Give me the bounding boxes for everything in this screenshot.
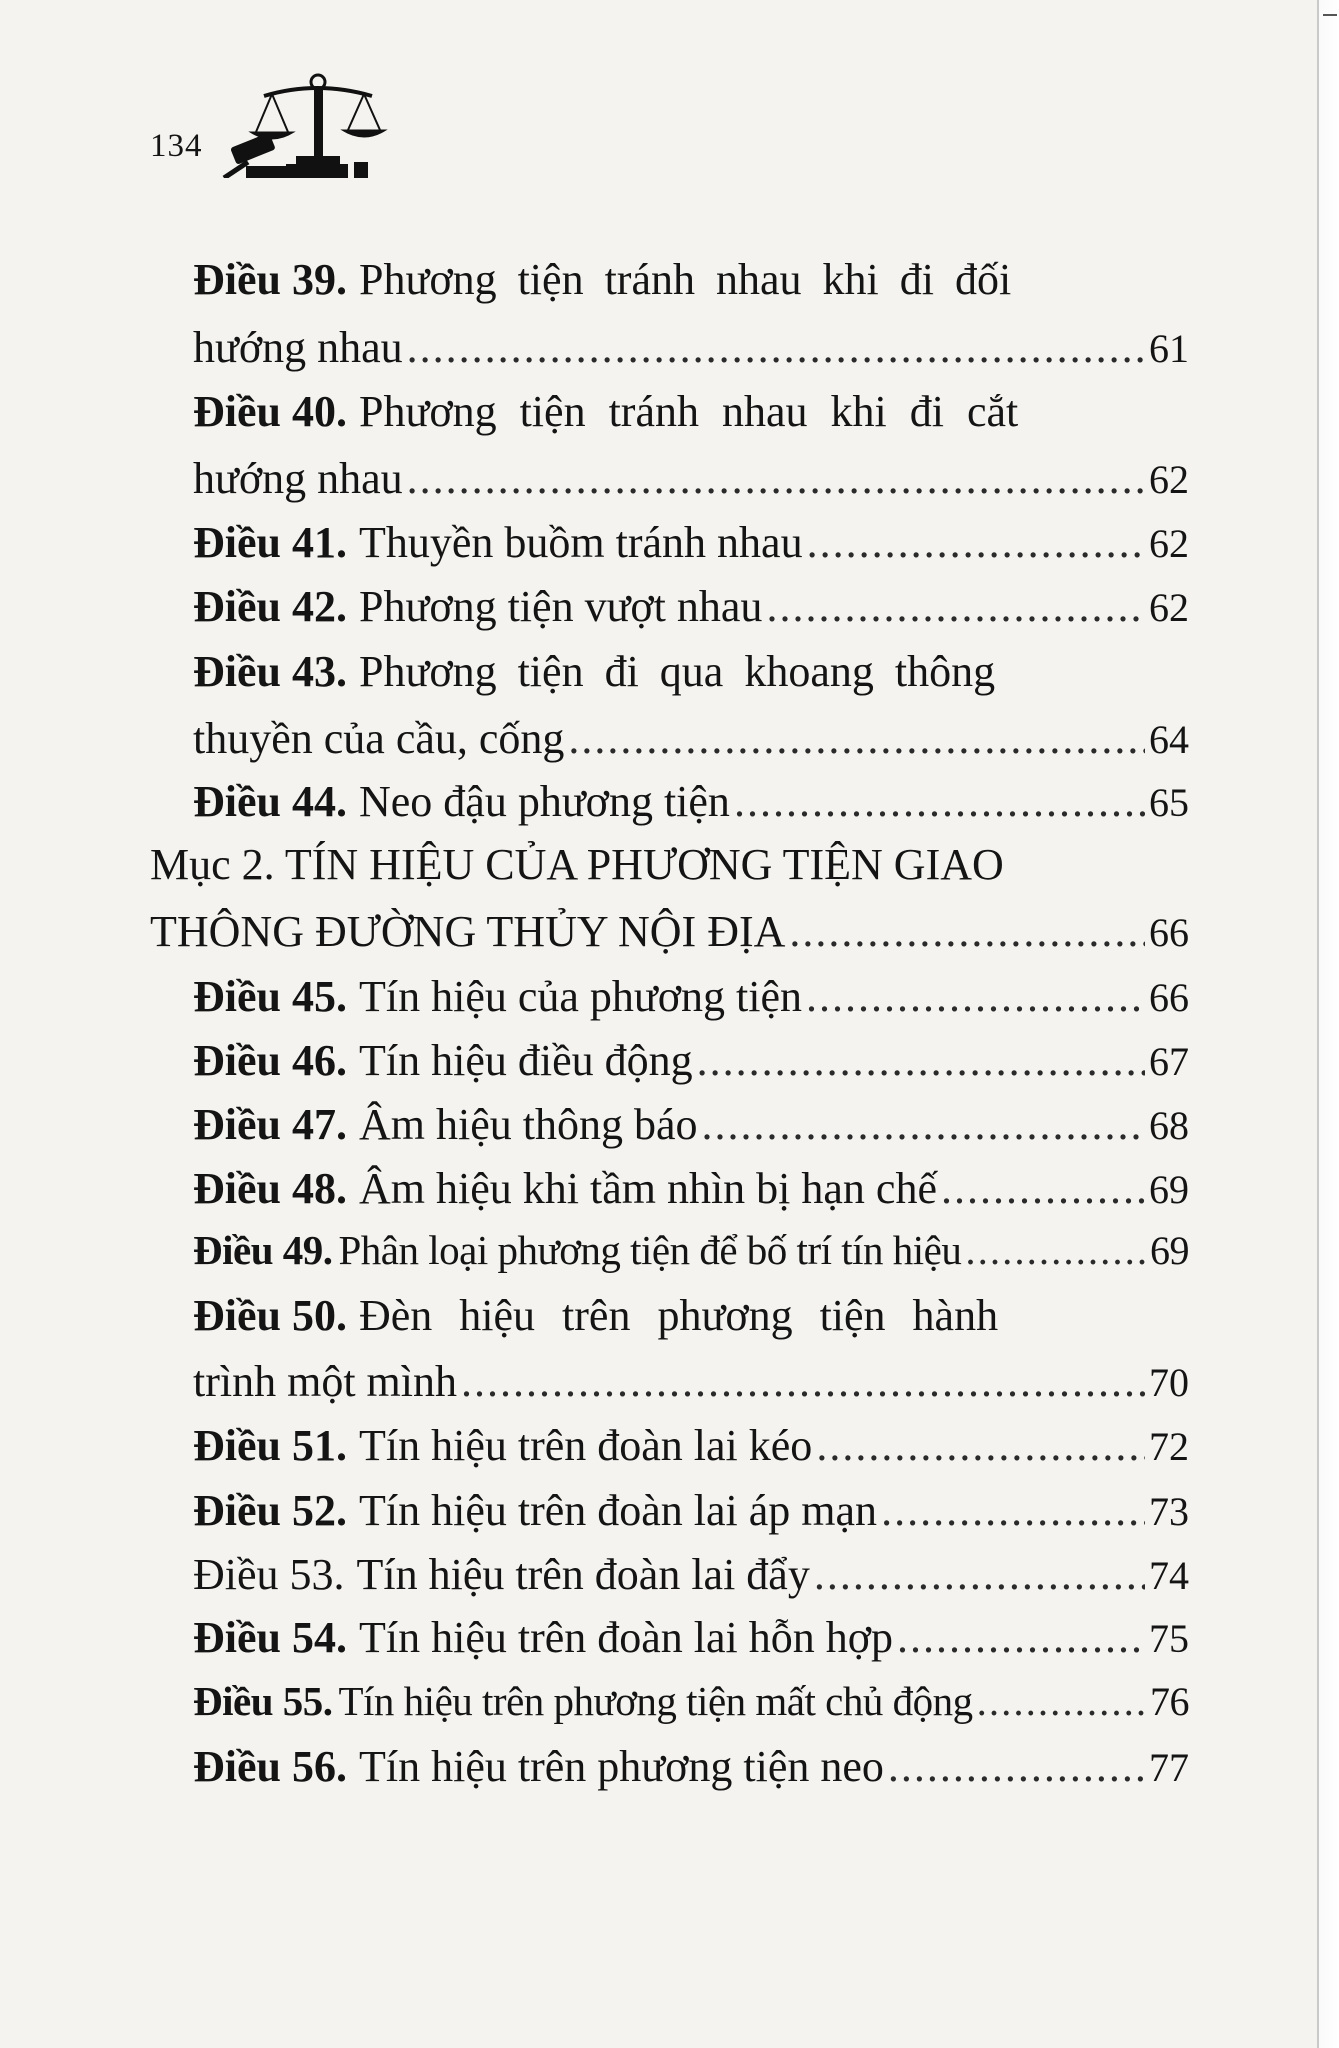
toc-title: Tín hiệu trên phương tiện neo bbox=[359, 1742, 884, 1791]
toc-page: 61 bbox=[1149, 326, 1189, 371]
toc-page: 76 bbox=[1150, 1679, 1189, 1724]
toc-label: Điều 55. bbox=[193, 1678, 333, 1724]
toc-entry-48 bbox=[193, 1164, 1189, 1213]
toc-entry-52 bbox=[193, 1486, 1189, 1535]
toc-section-line1 bbox=[150, 840, 1090, 889]
toc-label: Điều 44. bbox=[193, 777, 347, 826]
dot-leader bbox=[702, 1103, 1145, 1147]
toc-title: Tín hiệu trên đoàn lai đẩy bbox=[356, 1550, 810, 1599]
dot-leader bbox=[897, 1616, 1145, 1660]
toc-entry-55 bbox=[193, 1678, 1189, 1724]
toc-entry-49 bbox=[193, 1227, 1189, 1273]
toc-title: Neo đậu phương tiện bbox=[359, 777, 730, 826]
toc-entry-41 bbox=[193, 518, 1189, 567]
toc-entry-40-line1 bbox=[193, 387, 1113, 436]
toc-page: 66 bbox=[1149, 975, 1189, 1020]
toc-entry-44 bbox=[193, 777, 1189, 826]
toc-title: Âm hiệu thông báo bbox=[359, 1100, 698, 1149]
toc-page: 62 bbox=[1149, 521, 1189, 566]
toc-entry-43-line1 bbox=[193, 647, 1113, 696]
toc-section-title: Mục 2. TÍN HIỆU CỦA PHƯƠNG TIỆN GIAO bbox=[150, 840, 1004, 889]
dot-leader bbox=[461, 1360, 1145, 1404]
edge-mark bbox=[1323, 14, 1337, 16]
toc-entry-40-line2 bbox=[193, 454, 1189, 503]
toc-label: Điều 56. bbox=[193, 1742, 347, 1791]
toc-page: 64 bbox=[1149, 717, 1189, 762]
dot-leader bbox=[977, 1681, 1146, 1722]
toc-entry-50-line2 bbox=[193, 1357, 1189, 1406]
toc-entry-53 bbox=[193, 1550, 1189, 1599]
toc-title: Âm hiệu khi tầm nhìn bị hạn chế bbox=[359, 1164, 937, 1213]
dot-leader bbox=[806, 975, 1145, 1019]
toc-title: Tín hiệu trên đoàn lai áp mạn bbox=[359, 1486, 878, 1535]
dot-leader bbox=[881, 1489, 1145, 1533]
toc-section-title: THÔNG ĐƯỜNG THỦY NỘI ĐỊA bbox=[150, 907, 786, 956]
toc-entry-39-line1 bbox=[193, 255, 1113, 304]
toc-label: Điều 54. bbox=[193, 1613, 347, 1662]
toc-entry-45 bbox=[193, 972, 1189, 1021]
toc-label: Điều 48. bbox=[193, 1164, 347, 1213]
toc-title: Tín hiệu của phương tiện bbox=[359, 972, 803, 1021]
dot-leader bbox=[888, 1745, 1145, 1789]
toc-page: 73 bbox=[1149, 1489, 1189, 1534]
toc-title: Phương tiện vượt nhau bbox=[359, 582, 763, 631]
toc-label: Điều 45. bbox=[193, 972, 347, 1021]
toc-page: 69 bbox=[1150, 1228, 1189, 1273]
dot-leader bbox=[941, 1167, 1145, 1211]
toc-label: Điều 42. bbox=[193, 582, 347, 631]
toc-entry-51 bbox=[193, 1421, 1189, 1470]
scales-of-justice-and-gavel-icon bbox=[222, 66, 412, 178]
toc-entry-47 bbox=[193, 1100, 1189, 1149]
toc-title: Phương tiện tránh nhau khi đi đối bbox=[359, 255, 1012, 304]
dot-leader bbox=[766, 585, 1145, 629]
toc-page: 65 bbox=[1149, 780, 1189, 825]
toc-label: Điều 51. bbox=[193, 1421, 347, 1470]
toc-entry-39-line2 bbox=[193, 323, 1189, 372]
toc-page: 68 bbox=[1149, 1103, 1189, 1148]
toc-page: 70 bbox=[1149, 1360, 1189, 1405]
toc-page: 66 bbox=[1149, 910, 1189, 955]
toc-page: 67 bbox=[1149, 1039, 1189, 1084]
toc-section-line2 bbox=[150, 907, 1189, 956]
toc-entry-56 bbox=[193, 1742, 1189, 1791]
dot-leader bbox=[807, 521, 1145, 565]
toc-title: Tín hiệu trên đoàn lai kéo bbox=[359, 1421, 813, 1470]
toc-label: Điều 43. bbox=[193, 647, 347, 696]
toc-title: Phương tiện tránh nhau khi đi cắt bbox=[359, 387, 1019, 436]
toc-entry-54 bbox=[193, 1613, 1189, 1662]
toc-label: Điều 50. bbox=[193, 1291, 347, 1340]
toc-label: Điều 49. bbox=[193, 1227, 333, 1273]
toc-page: 62 bbox=[1149, 585, 1189, 630]
toc-label: Điều 41. bbox=[193, 518, 347, 567]
dot-leader bbox=[789, 910, 1145, 954]
toc-entry-50-line1 bbox=[193, 1291, 1103, 1340]
dot-leader bbox=[734, 780, 1145, 824]
toc-title: Đèn hiệu trên phương tiện hành bbox=[359, 1291, 999, 1340]
toc-entry-42 bbox=[193, 582, 1189, 631]
toc-title: Tín hiệu trên đoàn lai hỗn hợp bbox=[359, 1613, 894, 1662]
toc-label: Điều 40. bbox=[193, 387, 347, 436]
toc-title: trình một mình bbox=[193, 1357, 457, 1406]
toc-label: Điều 39. bbox=[193, 255, 347, 304]
toc-page: 69 bbox=[1149, 1167, 1189, 1212]
toc-entry-46 bbox=[193, 1036, 1189, 1085]
toc-title: Thuyền buồm tránh nhau bbox=[359, 518, 803, 567]
dot-leader bbox=[965, 1230, 1146, 1271]
toc-title: Tín hiệu điều động bbox=[359, 1036, 693, 1085]
toc-label: Điều 53. bbox=[193, 1550, 345, 1599]
toc-title: thuyền của cầu, cống bbox=[193, 714, 565, 763]
toc-label: Điều 46. bbox=[193, 1036, 347, 1085]
toc-title: Phương tiện đi qua khoang thông bbox=[359, 647, 996, 696]
toc-label: Điều 47. bbox=[193, 1100, 347, 1149]
toc-page: 77 bbox=[1149, 1745, 1189, 1790]
dot-leader bbox=[407, 457, 1145, 501]
page-edge bbox=[1317, 0, 1339, 2048]
toc-page: 62 bbox=[1149, 457, 1189, 502]
toc-label: Điều 52. bbox=[193, 1486, 347, 1535]
dot-leader bbox=[407, 326, 1145, 370]
toc-title: Tín hiệu trên phương tiện mất chủ động bbox=[338, 1678, 973, 1724]
toc-page: 75 bbox=[1149, 1616, 1189, 1661]
page-number: 134 bbox=[150, 128, 203, 164]
dot-leader bbox=[816, 1424, 1145, 1468]
toc-title: hướng nhau bbox=[193, 323, 403, 372]
toc-title: hướng nhau bbox=[193, 454, 403, 503]
dot-leader bbox=[568, 717, 1145, 761]
dot-leader bbox=[697, 1039, 1145, 1083]
toc-entry-43-line2 bbox=[193, 714, 1189, 763]
toc-title: Phân loại phương tiện để bố trí tín hiệu bbox=[338, 1227, 962, 1273]
toc-page: 72 bbox=[1149, 1424, 1189, 1469]
toc-page: 74 bbox=[1149, 1553, 1189, 1598]
dot-leader bbox=[814, 1553, 1145, 1597]
